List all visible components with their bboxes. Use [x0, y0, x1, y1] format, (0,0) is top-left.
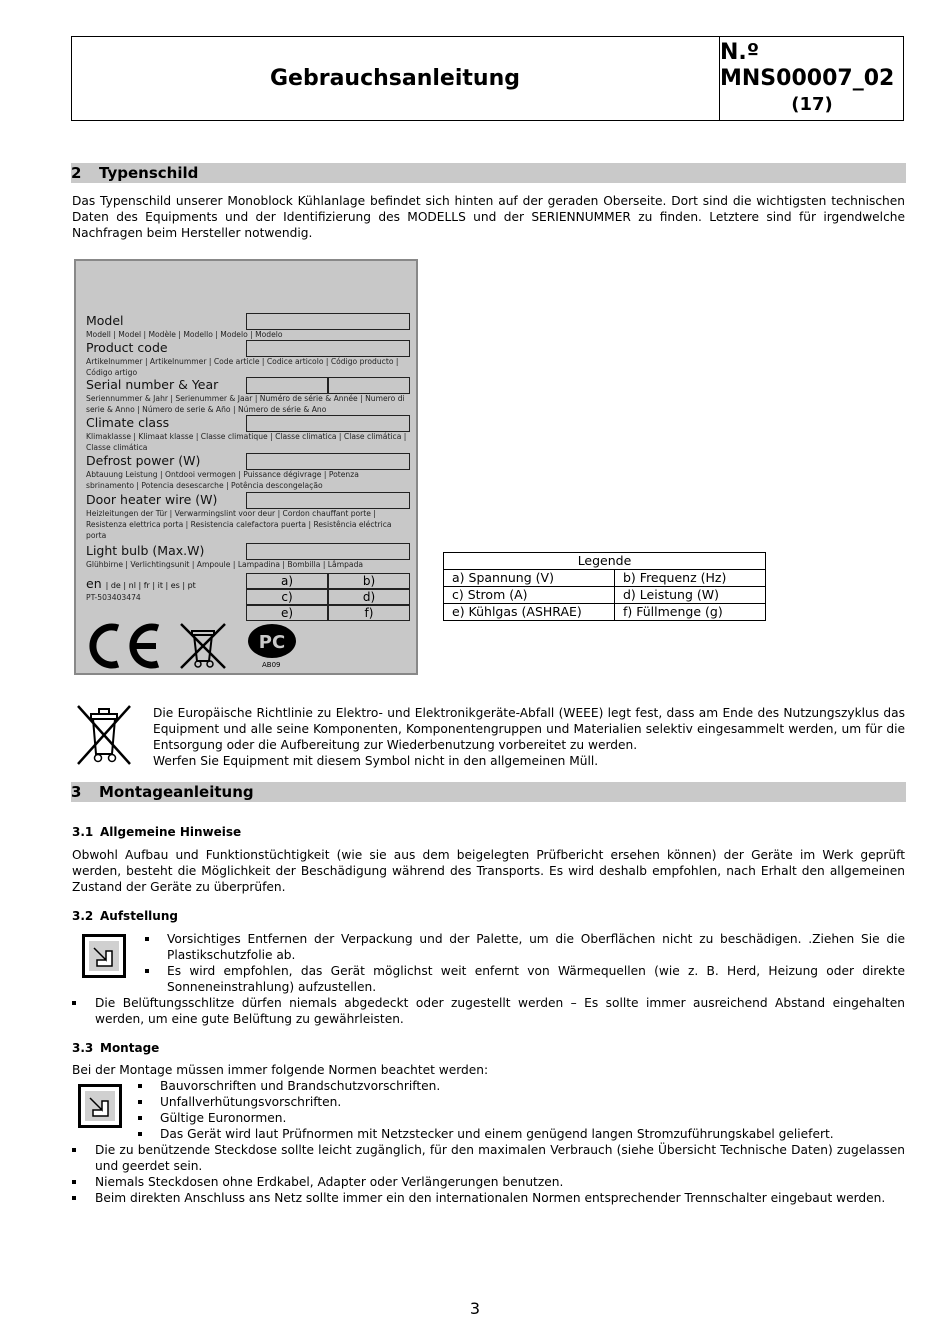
- plate-serial-label: Serial number & Year: [86, 377, 219, 392]
- subsection-title: Montage: [100, 1041, 160, 1055]
- bullet-icon: [138, 1132, 142, 1136]
- legend-table: [443, 552, 766, 621]
- section-number: 3: [71, 783, 82, 801]
- weee-bin-icon: [178, 621, 228, 671]
- plate-light-sub: Glühbirne | Verlichtingsunit | Ampoule | Lampadina | Bombilla | Lâmpada: [86, 560, 364, 569]
- weee-icon: [74, 702, 134, 768]
- plate-cell-a: a): [246, 573, 328, 589]
- plate-door-heater-field: [246, 492, 410, 509]
- plate-climate-label: Climate class: [86, 415, 170, 430]
- subsection-3-3-heading: [72, 1041, 159, 1055]
- plate-product-code-field: [246, 340, 410, 357]
- list-item: [138, 1126, 905, 1142]
- nameplate-image: [74, 259, 418, 675]
- section-2-text: Das Typenschild unserer Monoblock Kühlanlage befindet sich hinten auf der geraden Oberseite. Dort sind die wichtigsten technischen Daten des Equipments und der Identifizierung des MODELLS und der SERIENNUMMER zu finden. Letztere sind für irgendwelche Nachfragen beim Hersteller notwendig.: [72, 194, 905, 240]
- plate-language-current: en: [86, 576, 102, 591]
- bullet-icon: [138, 1084, 142, 1088]
- plate-cell-f: f): [328, 605, 410, 621]
- plate-defrost-sub: Abtauung Leistung | Ontdooi vermogen | Puissance dégivrage | Potenza sbrinamento | Potencia desescarche | Potência descongelação: [86, 470, 359, 490]
- subsection-3-1-text: Obwohl Aufbau und Funktionstüchtigkeit (wie sie aus dem beigelegten Prüfbericht ersehen können) der Geräte im Werk geprüft werden, besteht die Möglichkeit der Beschädigung während des Transports. Es wird deshalb empfohlen, nach Erhalt den allgemeinen Zustand der Geräte zu überprüfen.: [72, 848, 905, 894]
- list-item-text: Die zu benützende Steckdose sollte leicht zugänglich, für den maximalen Verbrauch (siehe Übersicht Technische Daten) zugelassen und geerdet sein.: [95, 1143, 905, 1173]
- bullet-icon: [138, 1100, 142, 1104]
- plate-code: PT-503403474: [86, 593, 141, 602]
- legend-title: Legende: [444, 553, 766, 570]
- legend-cell-d: d) Leistung (W): [615, 587, 766, 604]
- list-item-text: Beim direkten Anschluss ans Netz sollte immer ein den internationalen Normen entsprechender Trennschalter eingebaut werden.: [95, 1191, 886, 1205]
- section-number: 2: [71, 164, 82, 182]
- list-item: [145, 963, 905, 995]
- bullet-icon: [145, 969, 149, 973]
- section-title: Montageanleitung: [99, 783, 254, 801]
- legend-cell-a: a) Spannung (V): [444, 570, 615, 587]
- subsection-3-2-heading: [72, 909, 178, 923]
- legend-cell-f: f) Füllmenge (g): [615, 604, 766, 621]
- list-item: [72, 1190, 905, 1206]
- plate-defrost-label: Defrost power (W): [86, 453, 201, 468]
- plate-model-label: Model: [86, 313, 124, 328]
- list-item: [72, 995, 905, 1027]
- list-item: [138, 1094, 905, 1110]
- attention-arrow-icon: [78, 1084, 122, 1128]
- plate-cell-c: c): [246, 589, 328, 605]
- list-item-text: Es wird empfohlen, das Gerät möglichst weit enfernt von Wärmequellen (wie z. B. Herd, Heizung oder direkte Sonneneinstrahlung) aufzustellen.: [167, 964, 905, 994]
- plate-cell-b: b): [328, 573, 410, 589]
- list-item: [72, 1174, 905, 1190]
- subsection-3-1-heading: [72, 825, 241, 839]
- plate-door-heater-sub: Heizleitungen der Tür | Verwarmingslint voor deur | Cordon chauffant porte | Resistenza elettrica porta | Resistencia calefactora puerta | Resistência eléctrica porta: [86, 509, 392, 540]
- document-page-count: (17): [791, 93, 833, 115]
- list-item: [145, 931, 905, 963]
- plate-serial-field: [246, 377, 328, 394]
- weee-text-1: Die Europäische Richtlinie zu Elektro- und Elektronikgeräte-Abfall (WEEE) legt fest, dass am Ende des Nutzungszyklus das Equipment und alle seine Komponenten, Komponentengruppen und Materialien selektiv eingesammelt werden, um für die Entsorgung oder die Aufbereitung zur Wiederbenutzung vorbereitet zu werden.: [153, 706, 905, 752]
- subsection-number: 3.3: [72, 1041, 94, 1055]
- list-item: [72, 1142, 905, 1174]
- plate-model-sub: Modell | Model | Modèle | Modello | Modelo | Modelo: [86, 330, 283, 339]
- subsection-3-3-intro: Bei der Montage müssen immer folgende Normen beachtet werden:: [72, 1063, 489, 1077]
- plate-product-code-label: Product code: [86, 340, 168, 355]
- list-item-text: Bauvorschriften und Brandschutzvorschriften.: [160, 1079, 441, 1093]
- list-item: [138, 1078, 905, 1094]
- pct-mark-icon: [246, 621, 302, 671]
- ce-mark-icon: [84, 623, 164, 669]
- plate-language-others: | de | nl | fr | it | es | pt: [105, 581, 196, 590]
- subsection-title: Aufstellung: [100, 909, 178, 923]
- list-item-text: Gültige Euronormen.: [160, 1111, 287, 1125]
- list-item-text: Unfallverhütungsvorschriften.: [160, 1095, 342, 1109]
- pct-code: AB09: [262, 661, 281, 669]
- section-title: Typenschild: [99, 164, 199, 182]
- bullet-icon: [72, 1196, 76, 1200]
- section-3-heading: [71, 782, 906, 802]
- legend-cell-e: e) Kühlgas (ASHRAE): [444, 604, 615, 621]
- plate-light-label: Light bulb (Max.W): [86, 543, 205, 558]
- legend-cell-c: c) Strom (A): [444, 587, 615, 604]
- section-2-heading: [71, 163, 906, 183]
- document-number-box: [720, 36, 904, 121]
- plate-door-heater-label: Door heater wire (W): [86, 492, 218, 507]
- list-item-text: Die Belüftungsschlitze dürfen niemals abgedeckt oder zugestellt werden – Es sollte immer ausreichend Abstand eingehalten werden, um eine gute Belüftung zu gewährleisten.: [95, 996, 905, 1026]
- plate-climate-sub: Klimaklasse | Klimaat klasse | Classe climatique | Classe climatica | Clase climática | Classe climática: [86, 432, 407, 452]
- plate-cell-d: d): [328, 589, 410, 605]
- list-item-text: Niemals Steckdosen ohne Erdkabel, Adapter oder Verlängerungen benutzen.: [95, 1175, 564, 1189]
- plate-climate-field: [246, 415, 410, 432]
- plate-product-code-sub: Artikelnummer | Artikelnummer | Code article | Codice articolo | Código producto | Código artigo: [86, 357, 399, 377]
- plate-year-field: [328, 377, 410, 394]
- plate-defrost-field: [246, 453, 410, 470]
- list-item-text: Das Gerät wird laut Prüfnormen mit Netzstecker und einem genügend langen Stromzuführungskabel geliefert.: [160, 1127, 834, 1141]
- bullet-icon: [72, 1180, 76, 1184]
- plate-language-list: [86, 576, 196, 591]
- plate-serial-sub: Seriennummer & Jahr | Serienummer & Jaar | Numéro de série & Année | Numero di serie & Anno | Número de serie & Año | Número de série & Ano: [86, 394, 405, 414]
- bullet-icon: [145, 937, 149, 941]
- document-number: N.º MNS00007_02: [720, 39, 895, 91]
- subsection-title: Allgemeine Hinweise: [100, 825, 242, 839]
- subsection-number: 3.2: [72, 909, 94, 923]
- bullet-icon: [72, 1148, 76, 1152]
- document-title: Gebrauchsanleitung: [270, 66, 520, 91]
- weee-text: [153, 705, 905, 769]
- plate-light-field: [246, 543, 410, 560]
- attention-arrow-icon: [82, 934, 126, 978]
- pct-mark-text: PC: [258, 632, 286, 653]
- legend-cell-b: b) Frequenz (Hz): [615, 570, 766, 587]
- bullet-icon: [138, 1116, 142, 1120]
- subsection-number: 3.1: [72, 825, 94, 839]
- bullet-icon: [72, 1001, 76, 1005]
- weee-text-2: Werfen Sie Equipment mit diesem Symbol nicht in den allgemeinen Müll.: [153, 754, 599, 768]
- plate-cell-e: e): [246, 605, 328, 621]
- page-number: 3: [469, 1299, 481, 1318]
- list-item-text: Vorsichtiges Entfernen der Verpackung und der Palette, um die Oberflächen nicht zu beschädigen. .Ziehen Sie die Plastikschutzfolie ab.: [167, 932, 905, 962]
- plate-model-field: [246, 313, 410, 330]
- list-item: [138, 1110, 905, 1126]
